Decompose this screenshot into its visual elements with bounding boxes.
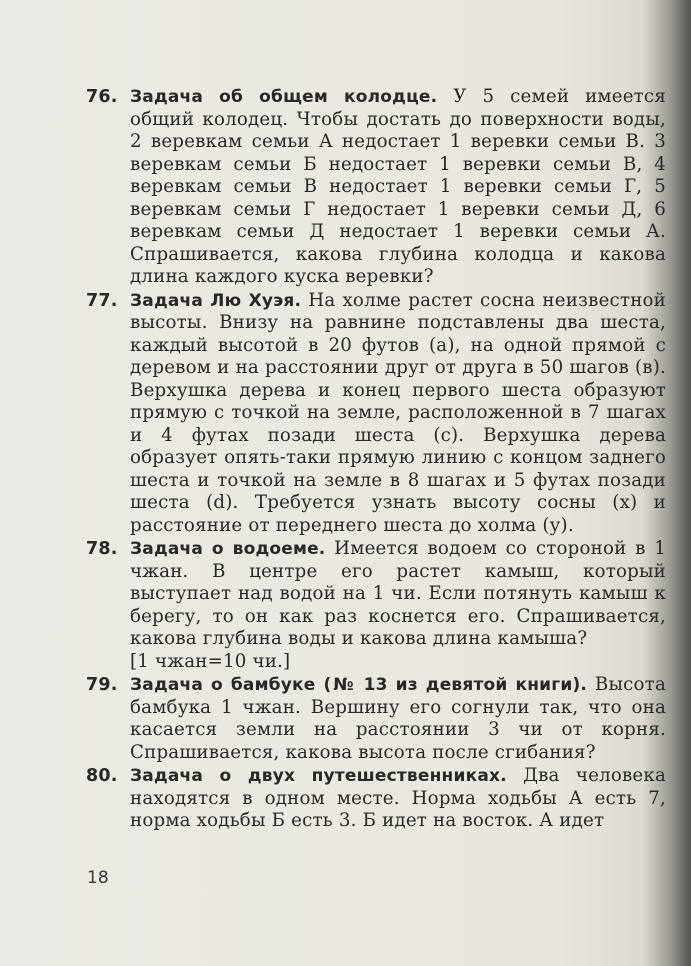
problem-76 (86, 86, 666, 289)
page-text (86, 86, 666, 834)
problem-body: На холме растет сосна неизвестной высоты. Внизу на равнине подставлены два шеста, каждый высотой в 20 футов (а), на одной прямой с деревом и на расстоянии друг от друга в 50 шагов (в). Верхушка дерева и конец первого шеста образуют прямую с точкой на земле, расположенной в 7 шагах и 4 футах позади шеста (с). Верхушка дерева образует опять-таки прямую линию с концом заднего шеста и точкой на земле в 8 шагах и 5 футах позади шеста (d). Требуется узнать высоту сосны (х) и расстояние от переднего шеста до холма (у). (130, 289, 666, 536)
problem-title: Задача об общем колодце. (130, 87, 438, 107)
problem-body: У 5 семей имеется общий колодец. Чтобы достать до поверхности воды, 2 веревкам семьи А недостает 1 веревки семьи В. 3 веревкам семьи Б недостает 1 веревки семьи В, 4 веревкам семьи В недостает 1 веревки семьи Г, 5 веревкам семьи Г недостает 1 веревки семьи Д, 6 веревкам семьи Д недостает 1 веревки семьи А. Спрашивается, какова глубина колодца и какова длина каждого куска веревки? (130, 86, 666, 287)
problem-number: 78. (86, 539, 118, 559)
problem-78 (86, 538, 666, 673)
problem-number: 79. (86, 675, 118, 695)
problem-number: 77. (86, 290, 118, 311)
problem-title: Задача о бамбуке (№ 13 из девятой книги). (130, 675, 588, 695)
problem-title: Задача Лю Хуэя. (130, 290, 302, 311)
problem-title: Задача о водоеме. (130, 539, 326, 559)
page-number: 18 (87, 868, 109, 888)
problem-77 (86, 290, 666, 538)
problem-79 (86, 674, 666, 764)
problem-number: 80. (86, 766, 118, 786)
problem-body: Имеется водоем со стороной в 1 чжан. В центре его растет камыш, который выступает над водой на 1 чи. Если потянуть камыш к берегу, то он как раз коснется его. Спрашивается, какова глубина воды и какова длина камыша? (130, 538, 666, 649)
problem-note: [1 чжан=10 чи.] (130, 650, 291, 672)
problem-number: 76. (86, 87, 118, 107)
problem-title: Задача о двух путешественниках. (130, 766, 507, 786)
problem-body: Высота бамбука 1 чжан. Вершину его согнули так, что она касается земли на расстоянии 3 чи от корня. Спрашивается, какова высота после сгибания? (130, 674, 666, 763)
problem-80 (86, 765, 666, 833)
problem-body: Два человека находятся в одном месте. Норма ходьбы А есть 7, норма ходьбы Б есть 3. Б идет на восток. А идет (130, 765, 666, 831)
